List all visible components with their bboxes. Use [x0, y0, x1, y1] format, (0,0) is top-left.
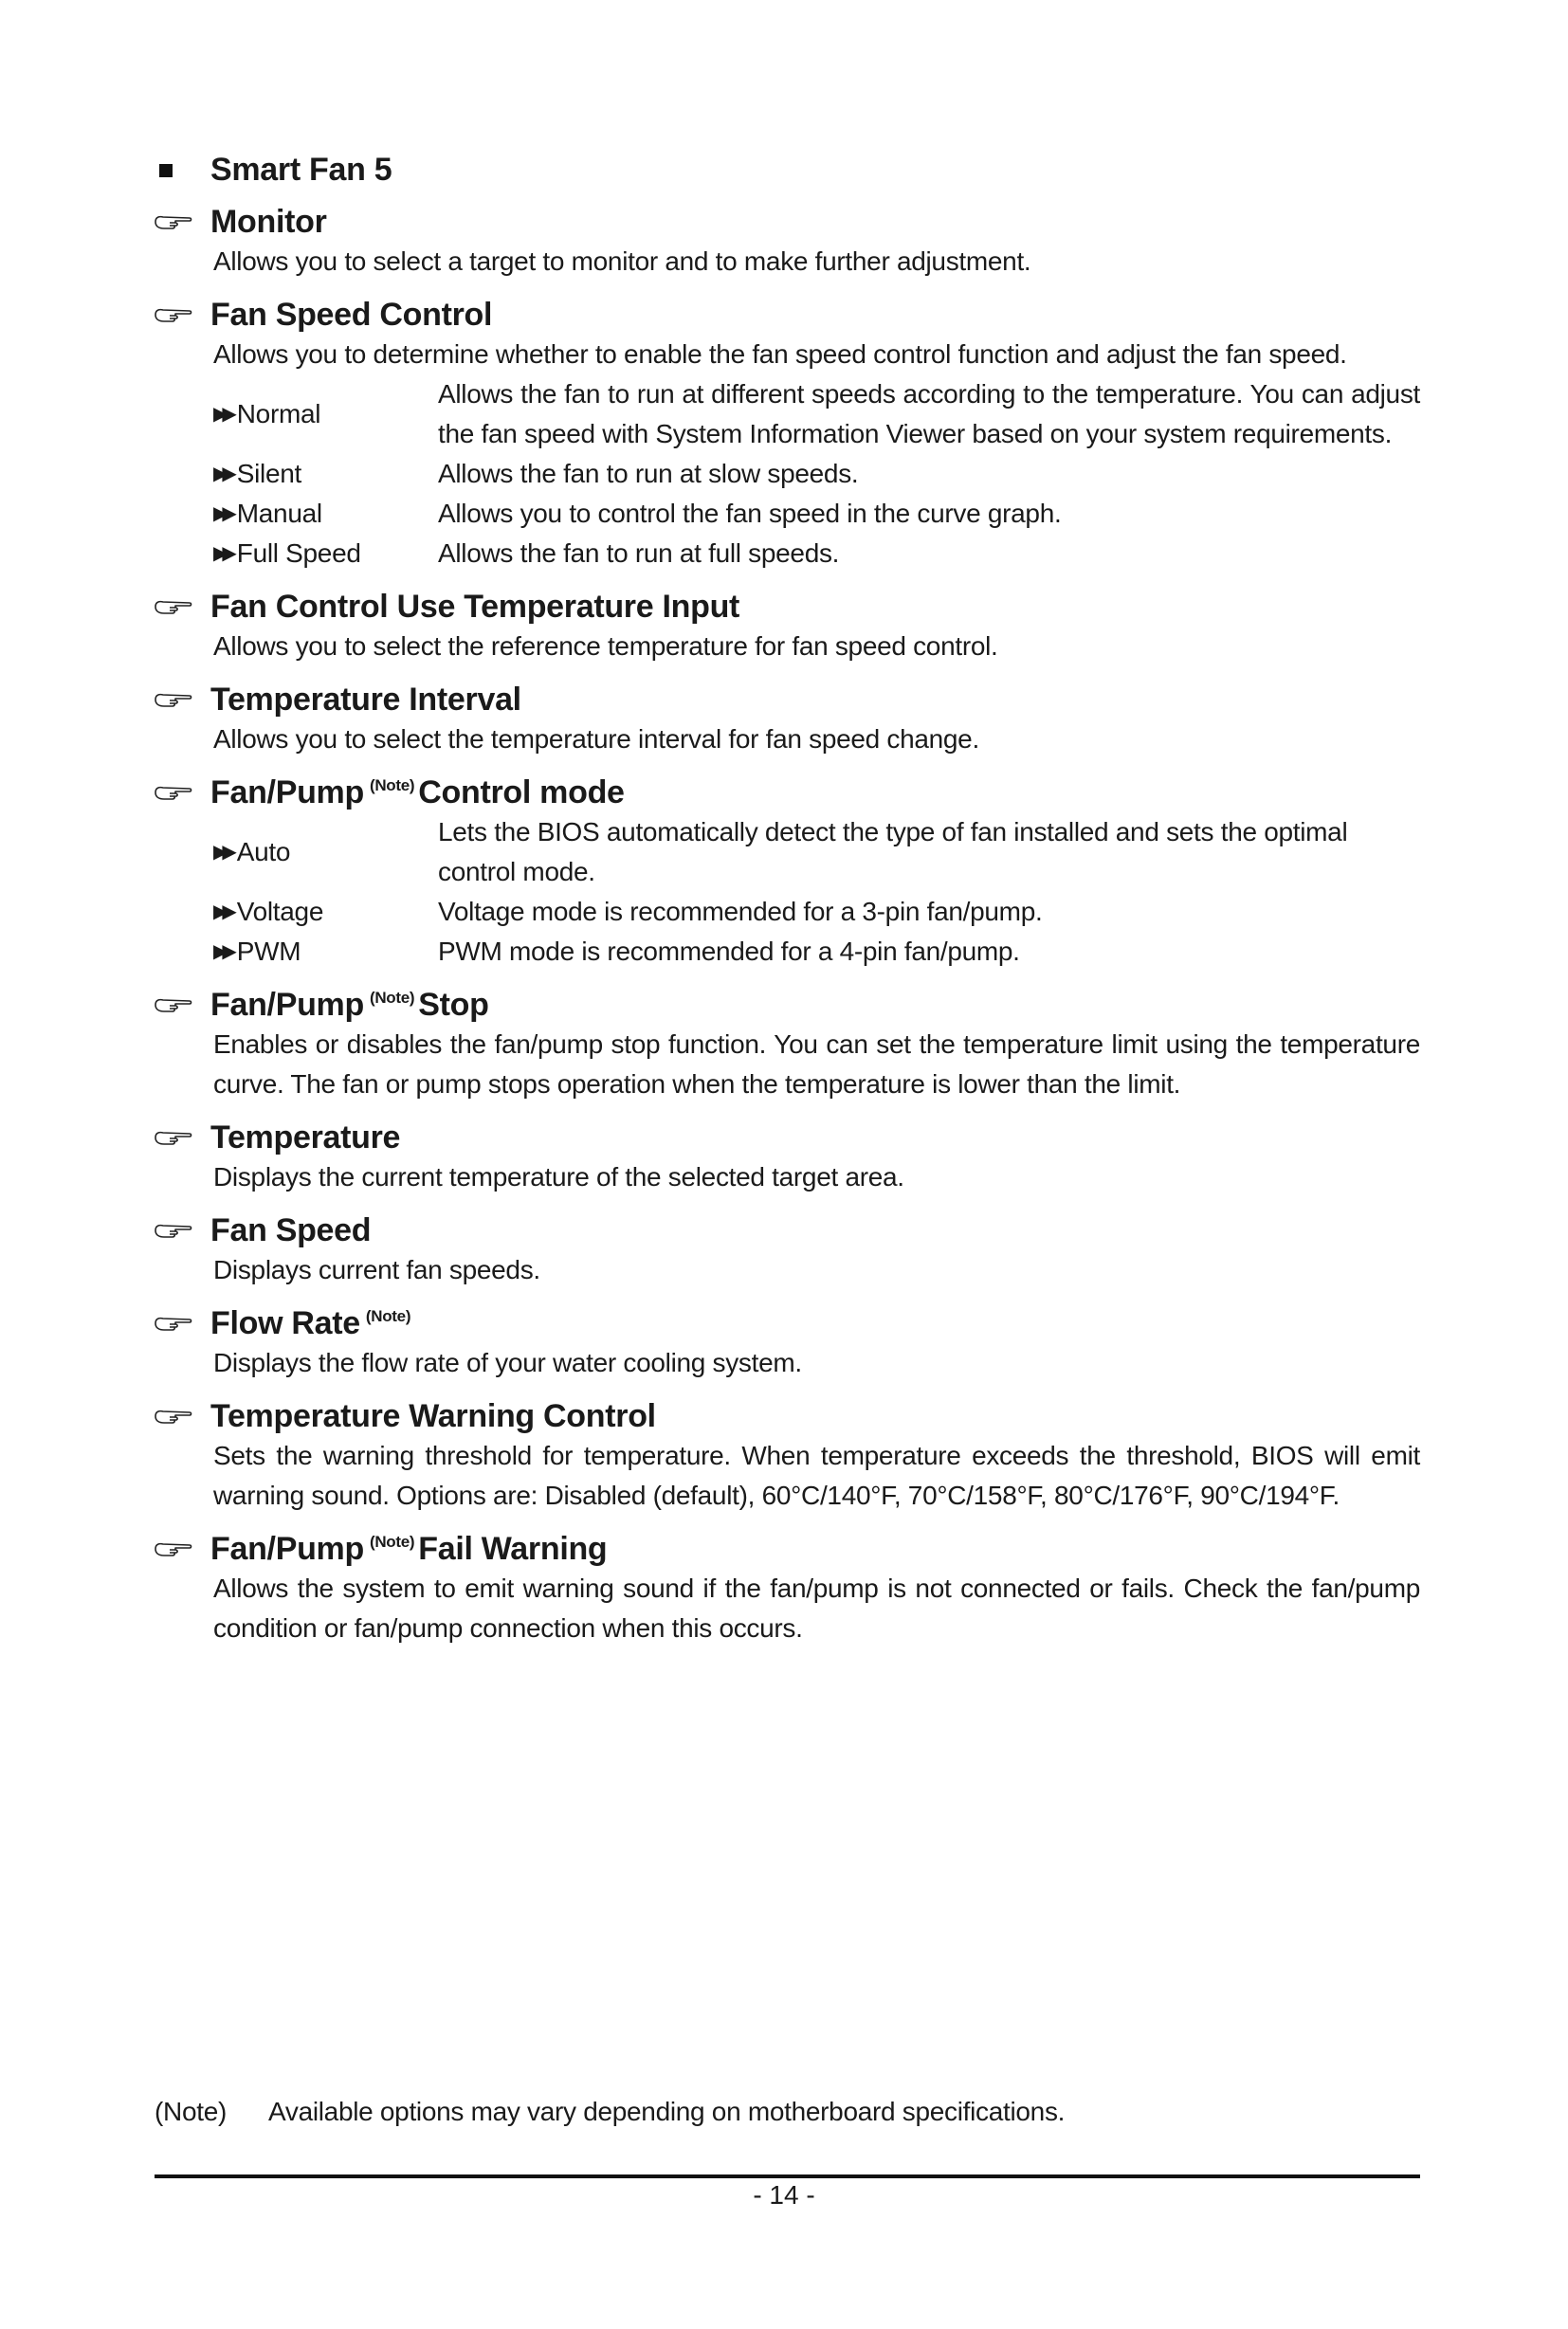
pointing-hand-icon — [155, 212, 192, 231]
item-title: Monitor — [210, 203, 327, 240]
item-description: Allows you to determine whether to enable the fan speed control function and adjust the fan speed. — [213, 339, 1347, 369]
pointing-hand-icon — [155, 305, 192, 324]
option-name: Silent — [236, 459, 302, 488]
item-heading — [155, 295, 1420, 335]
item-description: Displays the flow rate of your water cooling system. — [213, 1348, 802, 1377]
item-fan-pump-control-mode — [155, 773, 1420, 972]
item-heading — [155, 1210, 1420, 1250]
item-description: Allows you to select a target to monitor and to make further adjustment. — [213, 246, 1031, 276]
item-title: Fan/Pump $^{(Note)}$ Stop — [210, 986, 489, 1023]
item-temperature — [155, 1118, 1420, 1197]
option-name: Manual — [236, 499, 322, 528]
item-heading — [155, 773, 1420, 812]
option-description: Allows the fan to run at different speeds according to the temperature. You can adjust the fan speed with System Information Viewer based on your system requirements. — [438, 379, 1420, 448]
note-marker: (Note) — [369, 989, 415, 1008]
item-description: Sets the warning threshold for temperature. When temperature exceeds the threshold, BIOS will emit warning sound. Options are: Disabled (default), 60°C/140°F, 70°C/158°F, 80°C/176°F, 90°C/194°F. — [213, 1441, 1420, 1510]
item-fan-pump-fail-warning — [155, 1529, 1420, 1648]
pointing-hand-icon — [155, 995, 192, 1014]
option-name: Voltage — [236, 897, 324, 926]
item-temperature-interval — [155, 680, 1420, 759]
option-name: Normal — [236, 399, 321, 428]
double-arrow-icon: ▶▶ — [213, 842, 231, 863]
item-title: Fan/Pump $^{(Note)}$ Control mode — [210, 773, 625, 810]
item-monitor — [155, 202, 1420, 282]
double-arrow-icon: ▶▶ — [213, 543, 231, 564]
option-description: Allows the fan to run at full speeds. — [438, 538, 840, 568]
option-list — [213, 374, 1420, 573]
pointing-hand-icon — [155, 1128, 192, 1147]
item-fan-pump-stop — [155, 985, 1420, 1104]
item-title: Temperature Warning Control — [210, 1397, 656, 1434]
item-description: Allows you to select the temperature interval for fan speed change. — [213, 724, 979, 754]
pointing-hand-icon — [155, 690, 192, 709]
option-normal — [213, 374, 1420, 454]
square-bullet-icon — [159, 164, 173, 177]
pointing-hand-icon — [155, 1539, 192, 1558]
pointing-hand-icon — [155, 1407, 192, 1426]
item-heading — [155, 202, 1420, 242]
option-description: Allows the fan to run at slow speeds. — [438, 459, 859, 488]
double-arrow-icon: ▶▶ — [213, 901, 231, 922]
option-name: Auto — [236, 837, 291, 866]
item-title: Fan Speed Control — [210, 296, 493, 333]
item-title: Fan Control Use Temperature Input — [210, 588, 740, 625]
option-name: Full Speed — [236, 538, 361, 568]
double-arrow-icon: ▶▶ — [213, 404, 231, 425]
double-arrow-icon: ▶▶ — [213, 503, 231, 524]
item-temperature-warning-control — [155, 1396, 1420, 1516]
item-fan-speed — [155, 1210, 1420, 1290]
section-heading — [155, 152, 1420, 189]
option-voltage — [213, 892, 1420, 932]
option-description: Voltage mode is recommended for a 3-pin fan/pump. — [438, 897, 1043, 926]
footer-rule — [155, 2174, 1420, 2178]
item-heading — [155, 1303, 1420, 1343]
item-title: Temperature Interval — [210, 681, 521, 718]
option-description: PWM mode is recommended for a 4-pin fan/pump. — [438, 937, 1020, 966]
double-arrow-icon: ▶▶ — [213, 941, 231, 962]
footnote-label: (Note) — [155, 2097, 227, 2126]
pointing-hand-icon — [155, 597, 192, 616]
pointing-hand-icon — [155, 1314, 192, 1333]
item-description: Allows the system to emit warning sound if the fan/pump is not connected or fails. Check the fan/pump condition or fan/pump connection when this occurs. — [213, 1574, 1420, 1643]
item-description: Allows you to select the reference temperature for fan speed control. — [213, 631, 998, 661]
page-content — [155, 152, 1420, 1662]
item-title: Flow Rate $^{(Note)}$ — [210, 1304, 411, 1341]
note-marker: (Note) — [369, 1533, 415, 1552]
item-title: Temperature — [210, 1119, 401, 1155]
footnote-text: Available options may vary depending on motherboard specifications. — [268, 2097, 1066, 2126]
item-heading — [155, 985, 1420, 1025]
item-flow-rate — [155, 1303, 1420, 1383]
item-title: Fan/Pump $^{(Note)}$ Fail Warning — [210, 1530, 608, 1567]
pointing-hand-icon — [155, 783, 192, 802]
option-description: Lets the BIOS automatically detect the type of fan installed and sets the optimal control mode. — [438, 817, 1348, 886]
option-auto — [213, 812, 1420, 892]
option-silent — [213, 454, 1420, 494]
double-arrow-icon: ▶▶ — [213, 464, 231, 484]
item-heading — [155, 680, 1420, 719]
section-title: Smart Fan 5 — [210, 152, 392, 188]
item-heading — [155, 1529, 1420, 1569]
item-fan-speed-control — [155, 295, 1420, 573]
option-description: Allows you to control the fan speed in the curve graph. — [438, 499, 1062, 528]
item-title: Fan Speed — [210, 1211, 372, 1248]
pointing-hand-icon — [155, 1221, 192, 1240]
page-number: - 14 - — [753, 2180, 815, 2210]
note-marker: (Note) — [365, 1307, 411, 1326]
option-pwm — [213, 932, 1420, 972]
item-heading — [155, 587, 1420, 627]
item-fan-control-temperature-input — [155, 587, 1420, 666]
option-full-speed — [213, 534, 1420, 573]
item-heading — [155, 1396, 1420, 1436]
note-marker: (Note) — [369, 776, 415, 795]
item-description: Enables or disables the fan/pump stop function. You can set the temperature limit using the temperature curve. The fan or pump stops operation when the temperature is lower than the limit. — [213, 1029, 1420, 1099]
item-heading — [155, 1118, 1420, 1157]
footnote — [155, 2097, 1065, 2127]
option-manual — [213, 494, 1420, 534]
option-name: PWM — [236, 937, 301, 966]
item-description: Displays the current temperature of the selected target area. — [213, 1162, 904, 1192]
option-list — [213, 812, 1420, 972]
item-description: Displays current fan speeds. — [213, 1255, 540, 1284]
